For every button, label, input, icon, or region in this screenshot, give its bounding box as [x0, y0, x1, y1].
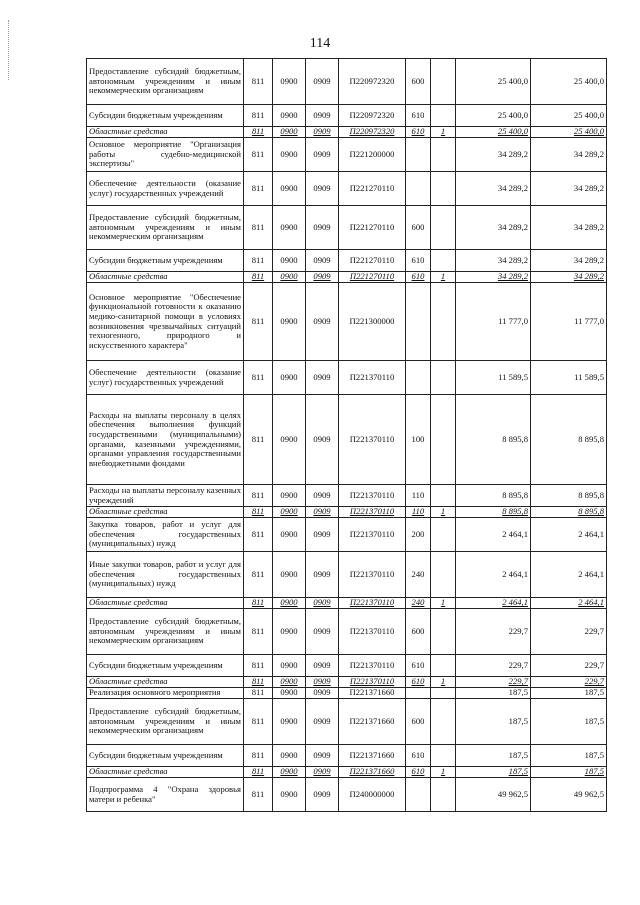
cell-name: Областные средства	[87, 677, 244, 688]
cell-section: 0900	[273, 552, 306, 598]
cell-subsection: 0909	[306, 767, 339, 778]
cell-section: 0900	[273, 395, 306, 485]
cell-target-article: П221300000	[339, 283, 406, 361]
cell-target-article: П221370110	[339, 552, 406, 598]
cell-subsection: 0909	[306, 598, 339, 609]
cell-target-article: П221270110	[339, 206, 406, 250]
cell-amount-2: 34 289,2	[531, 138, 607, 172]
cell-expense-type	[406, 778, 431, 812]
cell-expense-type	[406, 172, 431, 206]
cell-subsection: 0909	[306, 609, 339, 655]
cell-name: Областные средства	[87, 598, 244, 609]
cell-expense-type: 240	[406, 552, 431, 598]
cell-regional	[431, 609, 456, 655]
cell-amount-2: 11 777,0	[531, 283, 607, 361]
cell-target-article: П221270110	[339, 172, 406, 206]
cell-target-article: П220972320	[339, 105, 406, 127]
budget-table	[86, 58, 607, 812]
regional-funds-row	[87, 598, 607, 609]
cell-name: Подпрограмма 4 "Охрана здоровья матери и ребенка"	[87, 778, 244, 812]
cell-name: Расходы на выплаты персоналу в целях обеспечения выполнения функций государственными (муниципальными) органами, казенными учреждениями, органами управления государственными внебюджетными фондами	[87, 395, 244, 485]
cell-subsection: 0909	[306, 250, 339, 272]
cell-amount-2: 34 289,2	[531, 272, 607, 283]
cell-amount-1: 187,5	[456, 688, 531, 699]
cell-regional: 1	[431, 272, 456, 283]
table-row	[87, 250, 607, 272]
cell-expense-type: 610	[406, 127, 431, 138]
cell-target-article: П221370110	[339, 518, 406, 552]
cell-amount-2: 187,5	[531, 767, 607, 778]
cell-target-article: П221370110	[339, 361, 406, 395]
cell-subsection: 0909	[306, 688, 339, 699]
regional-funds-row	[87, 767, 607, 778]
cell-section: 0900	[273, 609, 306, 655]
budget-table-container	[86, 58, 606, 812]
cell-regional	[431, 59, 456, 105]
cell-subsection: 0909	[306, 518, 339, 552]
cell-section: 0900	[273, 655, 306, 677]
cell-target-article: П221371660	[339, 767, 406, 778]
cell-target-article: П221371660	[339, 688, 406, 699]
cell-ministry: 811	[244, 745, 273, 767]
cell-ministry: 811	[244, 507, 273, 518]
cell-regional	[431, 361, 456, 395]
cell-section: 0900	[273, 272, 306, 283]
cell-section: 0900	[273, 699, 306, 745]
cell-ministry: 811	[244, 677, 273, 688]
cell-amount-1: 2 464,1	[456, 518, 531, 552]
cell-amount-1: 34 289,2	[456, 206, 531, 250]
cell-expense-type: 610	[406, 250, 431, 272]
cell-expense-type: 600	[406, 699, 431, 745]
cell-regional	[431, 778, 456, 812]
cell-expense-type: 610	[406, 677, 431, 688]
cell-subsection: 0909	[306, 778, 339, 812]
cell-ministry: 811	[244, 59, 273, 105]
cell-amount-1: 11 777,0	[456, 283, 531, 361]
cell-target-article: П220972320	[339, 127, 406, 138]
cell-amount-1: 8 895,8	[456, 507, 531, 518]
cell-name: Субсидии бюджетным учреждениям	[87, 250, 244, 272]
table-row	[87, 59, 607, 105]
cell-amount-2: 25 400,0	[531, 127, 607, 138]
cell-target-article: П221370110	[339, 609, 406, 655]
cell-expense-type: 200	[406, 518, 431, 552]
cell-amount-1: 229,7	[456, 677, 531, 688]
cell-target-article: П221370110	[339, 507, 406, 518]
cell-amount-1: 2 464,1	[456, 598, 531, 609]
cell-amount-2: 229,7	[531, 655, 607, 677]
cell-amount-2: 187,5	[531, 699, 607, 745]
cell-regional	[431, 395, 456, 485]
cell-regional	[431, 688, 456, 699]
page-number: 114	[309, 36, 331, 51]
cell-regional	[431, 172, 456, 206]
cell-amount-1: 8 895,8	[456, 395, 531, 485]
cell-regional	[431, 283, 456, 361]
cell-target-article: П221270110	[339, 250, 406, 272]
table-row	[87, 518, 607, 552]
cell-section: 0900	[273, 59, 306, 105]
cell-amount-2: 11 589,5	[531, 361, 607, 395]
cell-ministry: 811	[244, 250, 273, 272]
cell-target-article: П221370110	[339, 485, 406, 507]
cell-section: 0900	[273, 598, 306, 609]
cell-subsection: 0909	[306, 59, 339, 105]
cell-name: Предоставление субсидий бюджетным, автономным учреждениям и иным некоммерческим организациям	[87, 59, 244, 105]
cell-regional: 1	[431, 507, 456, 518]
cell-amount-1: 187,5	[456, 745, 531, 767]
cell-expense-type	[406, 283, 431, 361]
cell-amount-2: 187,5	[531, 745, 607, 767]
cell-amount-2: 8 895,8	[531, 485, 607, 507]
regional-funds-row	[87, 677, 607, 688]
cell-amount-1: 25 400,0	[456, 105, 531, 127]
cell-section: 0900	[273, 105, 306, 127]
cell-amount-1: 187,5	[456, 767, 531, 778]
cell-expense-type: 100	[406, 395, 431, 485]
cell-section: 0900	[273, 677, 306, 688]
cell-ministry: 811	[244, 598, 273, 609]
budget-table-body	[87, 59, 607, 812]
table-row	[87, 485, 607, 507]
cell-subsection: 0909	[306, 272, 339, 283]
cell-name: Основное мероприятие "Обеспечение функциональной готовности к оказанию медико-санитарной помощи в условиях возникновения чрезвычайных ситуаций техногенного, природного и искусственного характера"	[87, 283, 244, 361]
cell-expense-type	[406, 361, 431, 395]
cell-amount-2: 25 400,0	[531, 59, 607, 105]
cell-expense-type: 110	[406, 485, 431, 507]
cell-name: Обеспечение деятельности (оказание услуг) государственных учреждений	[87, 172, 244, 206]
cell-expense-type: 600	[406, 206, 431, 250]
cell-ministry: 811	[244, 518, 273, 552]
cell-section: 0900	[273, 250, 306, 272]
cell-amount-1: 8 895,8	[456, 485, 531, 507]
cell-ministry: 811	[244, 283, 273, 361]
cell-amount-2: 229,7	[531, 677, 607, 688]
cell-name: Реализация основного мероприятия	[87, 688, 244, 699]
cell-ministry: 811	[244, 127, 273, 138]
cell-target-article: П221370110	[339, 655, 406, 677]
cell-name: Субсидии бюджетным учреждениям	[87, 745, 244, 767]
cell-amount-2: 8 895,8	[531, 395, 607, 485]
regional-funds-row	[87, 507, 607, 518]
cell-regional: 1	[431, 677, 456, 688]
cell-section: 0900	[273, 778, 306, 812]
regional-funds-row	[87, 127, 607, 138]
cell-subsection: 0909	[306, 677, 339, 688]
cell-subsection: 0909	[306, 283, 339, 361]
cell-target-article: П220972320	[339, 59, 406, 105]
cell-ministry: 811	[244, 361, 273, 395]
cell-section: 0900	[273, 127, 306, 138]
cell-subsection: 0909	[306, 655, 339, 677]
cell-regional	[431, 250, 456, 272]
table-row	[87, 655, 607, 677]
cell-name: Расходы на выплаты персоналу казенных учреждений	[87, 485, 244, 507]
cell-section: 0900	[273, 485, 306, 507]
cell-amount-1: 25 400,0	[456, 127, 531, 138]
cell-expense-type: 610	[406, 272, 431, 283]
cell-amount-2: 187,5	[531, 688, 607, 699]
cell-regional: 1	[431, 767, 456, 778]
cell-expense-type	[406, 688, 431, 699]
cell-subsection: 0909	[306, 127, 339, 138]
cell-expense-type	[406, 138, 431, 172]
table-row	[87, 699, 607, 745]
cell-section: 0900	[273, 172, 306, 206]
cell-amount-2: 229,7	[531, 609, 607, 655]
cell-name: Предоставление субсидий бюджетным, автономным учреждениям и иным некоммерческим организациям	[87, 206, 244, 250]
cell-name: Основное мероприятие "Организация работы судебно-медицинской экспертизы"	[87, 138, 244, 172]
cell-name: Областные средства	[87, 507, 244, 518]
cell-expense-type: 610	[406, 655, 431, 677]
cell-subsection: 0909	[306, 138, 339, 172]
cell-ministry: 811	[244, 778, 273, 812]
cell-ministry: 811	[244, 688, 273, 699]
cell-amount-1: 34 289,2	[456, 250, 531, 272]
cell-regional	[431, 552, 456, 598]
cell-amount-1: 2 464,1	[456, 552, 531, 598]
table-row	[87, 206, 607, 250]
cell-amount-1: 187,5	[456, 699, 531, 745]
cell-subsection: 0909	[306, 361, 339, 395]
cell-regional	[431, 745, 456, 767]
cell-expense-type: 600	[406, 609, 431, 655]
cell-subsection: 0909	[306, 552, 339, 598]
cell-subsection: 0909	[306, 745, 339, 767]
cell-regional	[431, 485, 456, 507]
cell-amount-1: 49 962,5	[456, 778, 531, 812]
cell-amount-1: 25 400,0	[456, 59, 531, 105]
cell-name: Областные средства	[87, 767, 244, 778]
cell-expense-type: 610	[406, 105, 431, 127]
cell-regional: 1	[431, 598, 456, 609]
table-row	[87, 778, 607, 812]
cell-amount-2: 34 289,2	[531, 206, 607, 250]
cell-name: Субсидии бюджетным учреждениям	[87, 105, 244, 127]
cell-ministry: 811	[244, 552, 273, 598]
cell-subsection: 0909	[306, 507, 339, 518]
cell-ministry: 811	[244, 699, 273, 745]
cell-section: 0900	[273, 767, 306, 778]
cell-target-article: П221370110	[339, 395, 406, 485]
cell-subsection: 0909	[306, 395, 339, 485]
cell-ministry: 811	[244, 395, 273, 485]
cell-section: 0900	[273, 138, 306, 172]
cell-subsection: 0909	[306, 172, 339, 206]
cell-name: Иные закупки товаров, работ и услуг для обеспечения государственных (муниципальных) нужд	[87, 552, 244, 598]
cell-name: Закупка товаров, работ и услуг для обеспечения государственных (муниципальных) нужд	[87, 518, 244, 552]
cell-target-article: П221270110	[339, 272, 406, 283]
cell-name: Субсидии бюджетным учреждениям	[87, 655, 244, 677]
cell-target-article: П221370110	[339, 677, 406, 688]
cell-ministry: 811	[244, 272, 273, 283]
cell-expense-type: 610	[406, 745, 431, 767]
cell-regional	[431, 655, 456, 677]
cell-ministry: 811	[244, 767, 273, 778]
cell-target-article: П221371660	[339, 699, 406, 745]
cell-section: 0900	[273, 206, 306, 250]
cell-ministry: 811	[244, 138, 273, 172]
cell-ministry: 811	[244, 172, 273, 206]
table-row	[87, 361, 607, 395]
cell-amount-1: 229,7	[456, 609, 531, 655]
table-row	[87, 552, 607, 598]
cell-amount-2: 25 400,0	[531, 105, 607, 127]
cell-target-article: П221200000	[339, 138, 406, 172]
cell-target-article: П221370110	[339, 598, 406, 609]
cell-amount-2: 2 464,1	[531, 552, 607, 598]
table-row	[87, 395, 607, 485]
cell-amount-2: 2 464,1	[531, 598, 607, 609]
cell-regional: 1	[431, 127, 456, 138]
cell-expense-type: 110	[406, 507, 431, 518]
cell-ministry: 811	[244, 609, 273, 655]
cell-amount-2: 34 289,2	[531, 250, 607, 272]
cell-name: Областные средства	[87, 127, 244, 138]
cell-section: 0900	[273, 361, 306, 395]
cell-amount-1: 34 289,2	[456, 172, 531, 206]
cell-ministry: 811	[244, 655, 273, 677]
cell-section: 0900	[273, 745, 306, 767]
regional-funds-row	[87, 272, 607, 283]
cell-target-article: П240000000	[339, 778, 406, 812]
cell-ministry: 811	[244, 206, 273, 250]
cell-amount-1: 229,7	[456, 655, 531, 677]
cell-subsection: 0909	[306, 105, 339, 127]
table-row	[87, 172, 607, 206]
table-row	[87, 745, 607, 767]
cell-amount-2: 8 895,8	[531, 507, 607, 518]
cell-amount-1: 34 289,2	[456, 272, 531, 283]
cell-regional	[431, 105, 456, 127]
table-row	[87, 105, 607, 127]
cell-amount-2: 2 464,1	[531, 518, 607, 552]
cell-regional	[431, 138, 456, 172]
cell-regional	[431, 206, 456, 250]
table-row	[87, 609, 607, 655]
cell-subsection: 0909	[306, 485, 339, 507]
cell-expense-type: 240	[406, 598, 431, 609]
cell-section: 0900	[273, 283, 306, 361]
cell-amount-1: 34 289,2	[456, 138, 531, 172]
cell-name: Предоставление субсидий бюджетным, автономным учреждениям и иным некоммерческим организациям	[87, 699, 244, 745]
cell-name: Областные средства	[87, 272, 244, 283]
table-row	[87, 138, 607, 172]
cell-ministry: 811	[244, 485, 273, 507]
cell-expense-type: 610	[406, 767, 431, 778]
cell-section: 0900	[273, 688, 306, 699]
table-row	[87, 283, 607, 361]
cell-regional	[431, 518, 456, 552]
cell-expense-type: 600	[406, 59, 431, 105]
cell-section: 0900	[273, 518, 306, 552]
cell-subsection: 0909	[306, 206, 339, 250]
cell-amount-1: 11 589,5	[456, 361, 531, 395]
cell-ministry: 811	[244, 105, 273, 127]
cell-name: Предоставление субсидий бюджетным, автономным учреждениям и иным некоммерческим организациям	[87, 609, 244, 655]
cell-regional	[431, 699, 456, 745]
cell-section: 0900	[273, 507, 306, 518]
cell-name: Обеспечение деятельности (оказание услуг) государственных учреждений	[87, 361, 244, 395]
cell-subsection: 0909	[306, 699, 339, 745]
cell-target-article: П221371660	[339, 745, 406, 767]
cell-amount-2: 49 962,5	[531, 778, 607, 812]
cell-amount-2: 34 289,2	[531, 172, 607, 206]
table-row	[87, 688, 607, 699]
